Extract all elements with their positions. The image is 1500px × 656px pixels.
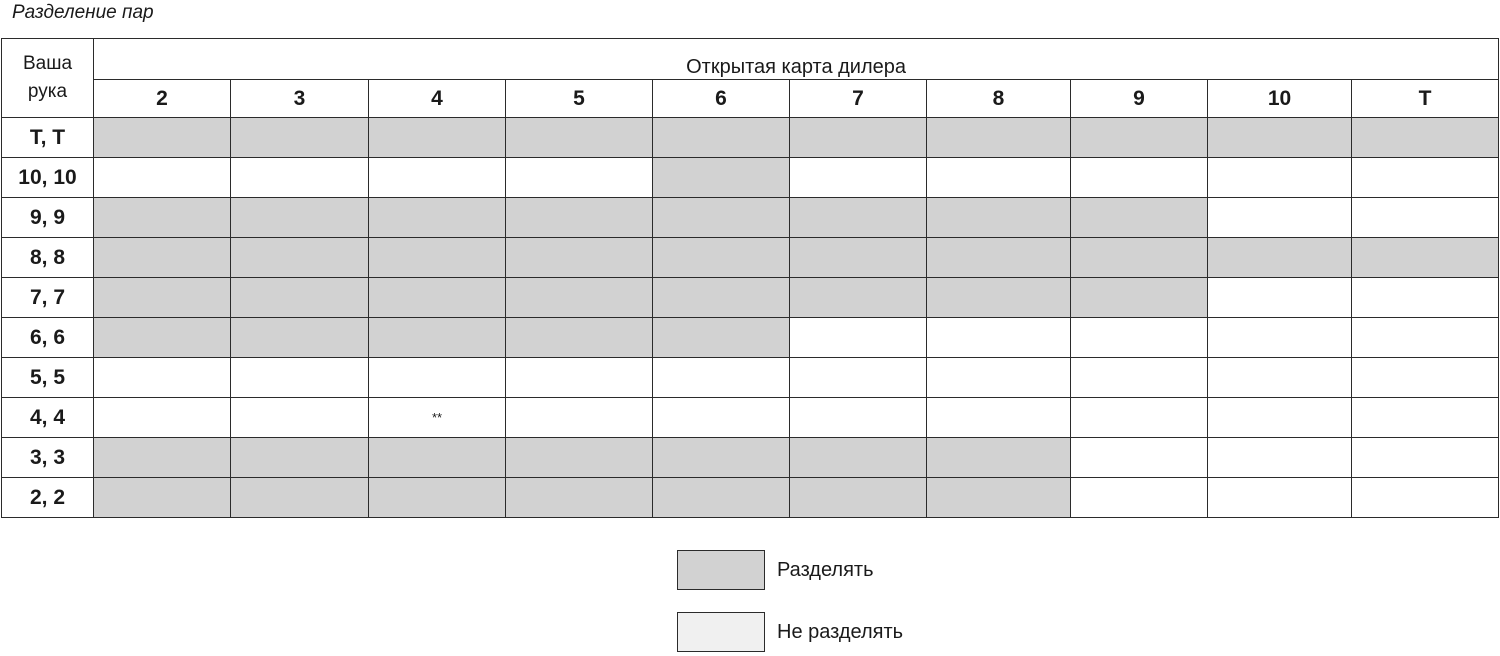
cell-nosplit bbox=[1352, 158, 1499, 198]
cell-split bbox=[231, 438, 369, 478]
cell-nosplit bbox=[94, 158, 231, 198]
cell-split bbox=[653, 158, 790, 198]
cell-split bbox=[1352, 118, 1499, 158]
cell-split bbox=[1071, 238, 1208, 278]
dealer-card-10: Т bbox=[1352, 80, 1499, 118]
caption: Разделение пар bbox=[12, 2, 154, 23]
cell-nosplit: ** bbox=[369, 398, 506, 438]
cell-split bbox=[1208, 118, 1352, 158]
cell-nosplit bbox=[1071, 158, 1208, 198]
cell-nosplit bbox=[790, 358, 927, 398]
cell-split bbox=[369, 238, 506, 278]
hand-label: 2, 2 bbox=[2, 478, 94, 518]
hand-label: 4, 4 bbox=[2, 398, 94, 438]
cell-nosplit bbox=[1352, 358, 1499, 398]
cell-nosplit bbox=[369, 158, 506, 198]
table-row bbox=[2, 398, 1499, 438]
legend-item-split bbox=[677, 550, 977, 594]
cell-split bbox=[1352, 238, 1499, 278]
grid-body bbox=[2, 118, 1499, 518]
cell-nosplit bbox=[1352, 398, 1499, 438]
cell-split bbox=[94, 318, 231, 358]
cell-split bbox=[653, 438, 790, 478]
cell-nosplit bbox=[1352, 198, 1499, 238]
dealer-card-header: Открытая карта дилера bbox=[94, 39, 1499, 80]
cell-split bbox=[927, 238, 1071, 278]
cell-split bbox=[94, 118, 231, 158]
dealer-card-6: 7 bbox=[790, 80, 927, 118]
hand-label: 8, 8 bbox=[2, 238, 94, 278]
cell-split bbox=[653, 118, 790, 158]
cell-split bbox=[653, 238, 790, 278]
cell-nosplit bbox=[94, 358, 231, 398]
table-row bbox=[2, 438, 1499, 478]
cell-nosplit bbox=[790, 318, 927, 358]
cell-split bbox=[369, 278, 506, 318]
legend-label-nosplit: Не разделять bbox=[777, 621, 904, 643]
hand-label: 9, 9 bbox=[2, 198, 94, 238]
cell-nosplit bbox=[231, 398, 369, 438]
cell-split bbox=[1208, 238, 1352, 278]
cell-split bbox=[94, 238, 231, 278]
cell-split bbox=[927, 478, 1071, 518]
cell-split bbox=[231, 198, 369, 238]
cell-nosplit bbox=[1208, 438, 1352, 478]
cell-split bbox=[369, 118, 506, 158]
cell-nosplit bbox=[1071, 438, 1208, 478]
cell-split bbox=[94, 438, 231, 478]
cell-split bbox=[506, 278, 653, 318]
cell-split bbox=[506, 238, 653, 278]
cell-nosplit bbox=[1352, 278, 1499, 318]
cell-nosplit bbox=[1071, 358, 1208, 398]
cell-nosplit bbox=[1208, 318, 1352, 358]
cell-split bbox=[653, 478, 790, 518]
cell-split bbox=[506, 318, 653, 358]
your-hand-header-line1: Ваша bbox=[22, 53, 73, 74]
cell-nosplit bbox=[653, 358, 790, 398]
cell-nosplit bbox=[231, 358, 369, 398]
legend-item-nosplit bbox=[677, 612, 977, 656]
table-row bbox=[2, 478, 1499, 518]
table-row bbox=[2, 118, 1499, 158]
cell-nosplit bbox=[927, 158, 1071, 198]
cell-nosplit bbox=[1208, 358, 1352, 398]
cell-split bbox=[1071, 198, 1208, 238]
cell-nosplit bbox=[94, 398, 231, 438]
cell-split bbox=[506, 438, 653, 478]
cell-split bbox=[369, 318, 506, 358]
cell-split bbox=[927, 118, 1071, 158]
cell-nosplit bbox=[927, 318, 1071, 358]
hand-label: 5, 5 bbox=[2, 358, 94, 398]
cell-nosplit bbox=[1208, 278, 1352, 318]
cell-split bbox=[231, 318, 369, 358]
cell-nosplit bbox=[1352, 318, 1499, 358]
cell-split bbox=[927, 278, 1071, 318]
hand-label: 6, 6 bbox=[2, 318, 94, 358]
cell-split bbox=[653, 198, 790, 238]
hand-label: 3, 3 bbox=[2, 438, 94, 478]
cell-split bbox=[94, 278, 231, 318]
cell-split bbox=[231, 478, 369, 518]
cell-split bbox=[1071, 278, 1208, 318]
table-row bbox=[2, 318, 1499, 358]
cell-split bbox=[653, 278, 790, 318]
cell-nosplit bbox=[369, 358, 506, 398]
cell-split bbox=[94, 478, 231, 518]
dealer-card-2: 3 bbox=[231, 80, 369, 118]
cell-nosplit bbox=[1352, 478, 1499, 518]
legend-swatch-nosplit bbox=[677, 612, 765, 652]
dealer-card-8: 9 bbox=[1071, 80, 1208, 118]
cell-split bbox=[790, 118, 927, 158]
hand-label: 7, 7 bbox=[2, 278, 94, 318]
cell-split bbox=[369, 478, 506, 518]
cell-split bbox=[506, 118, 653, 158]
dealer-card-3: 4 bbox=[369, 80, 506, 118]
cell-nosplit bbox=[506, 398, 653, 438]
cell-split bbox=[231, 118, 369, 158]
cell-split bbox=[927, 438, 1071, 478]
cell-split bbox=[790, 278, 927, 318]
your-hand-header-line2: рука bbox=[27, 81, 68, 102]
cell-split bbox=[927, 198, 1071, 238]
cell-nosplit bbox=[506, 158, 653, 198]
split-pairs-table bbox=[1, 38, 1499, 518]
cell-split bbox=[231, 278, 369, 318]
cell-nosplit bbox=[790, 158, 927, 198]
cell-nosplit bbox=[1208, 478, 1352, 518]
table-row bbox=[2, 358, 1499, 398]
dealer-card-9: 10 bbox=[1208, 80, 1352, 118]
cell-split bbox=[790, 478, 927, 518]
cell-nosplit bbox=[653, 398, 790, 438]
cell-split bbox=[231, 238, 369, 278]
table-row bbox=[2, 278, 1499, 318]
cell-nosplit bbox=[506, 358, 653, 398]
dealer-card-row bbox=[2, 80, 1499, 118]
dealer-card-7: 8 bbox=[927, 80, 1071, 118]
cell-nosplit bbox=[790, 398, 927, 438]
cell-nosplit bbox=[1071, 478, 1208, 518]
cell-nosplit bbox=[1071, 398, 1208, 438]
cell-split bbox=[653, 318, 790, 358]
cell-nosplit bbox=[1208, 398, 1352, 438]
cell-nosplit bbox=[927, 398, 1071, 438]
cell-split bbox=[506, 478, 653, 518]
cell-nosplit bbox=[1352, 438, 1499, 478]
your-hand-header bbox=[2, 39, 94, 118]
table-row bbox=[2, 198, 1499, 238]
cell-split bbox=[369, 438, 506, 478]
cell-nosplit bbox=[231, 158, 369, 198]
legend-label-split: Разделять bbox=[777, 559, 874, 581]
cell-split bbox=[790, 238, 927, 278]
legend-swatch-split bbox=[677, 550, 765, 590]
cell-split bbox=[1071, 118, 1208, 158]
dealer-card-4: 5 bbox=[506, 80, 653, 118]
cell-split bbox=[94, 198, 231, 238]
cell-split bbox=[790, 198, 927, 238]
cell-nosplit bbox=[1208, 158, 1352, 198]
cell-nosplit bbox=[1071, 318, 1208, 358]
dealer-card-1: 2 bbox=[94, 80, 231, 118]
hand-label: 10, 10 bbox=[2, 158, 94, 198]
cell-split bbox=[506, 198, 653, 238]
cell-nosplit bbox=[927, 358, 1071, 398]
hand-label: Т, Т bbox=[2, 118, 94, 158]
dealer-card-5: 6 bbox=[653, 80, 790, 118]
cell-nosplit bbox=[1208, 198, 1352, 238]
cell-split bbox=[369, 198, 506, 238]
cell-split bbox=[790, 438, 927, 478]
table-row bbox=[2, 238, 1499, 278]
table-row bbox=[2, 158, 1499, 198]
